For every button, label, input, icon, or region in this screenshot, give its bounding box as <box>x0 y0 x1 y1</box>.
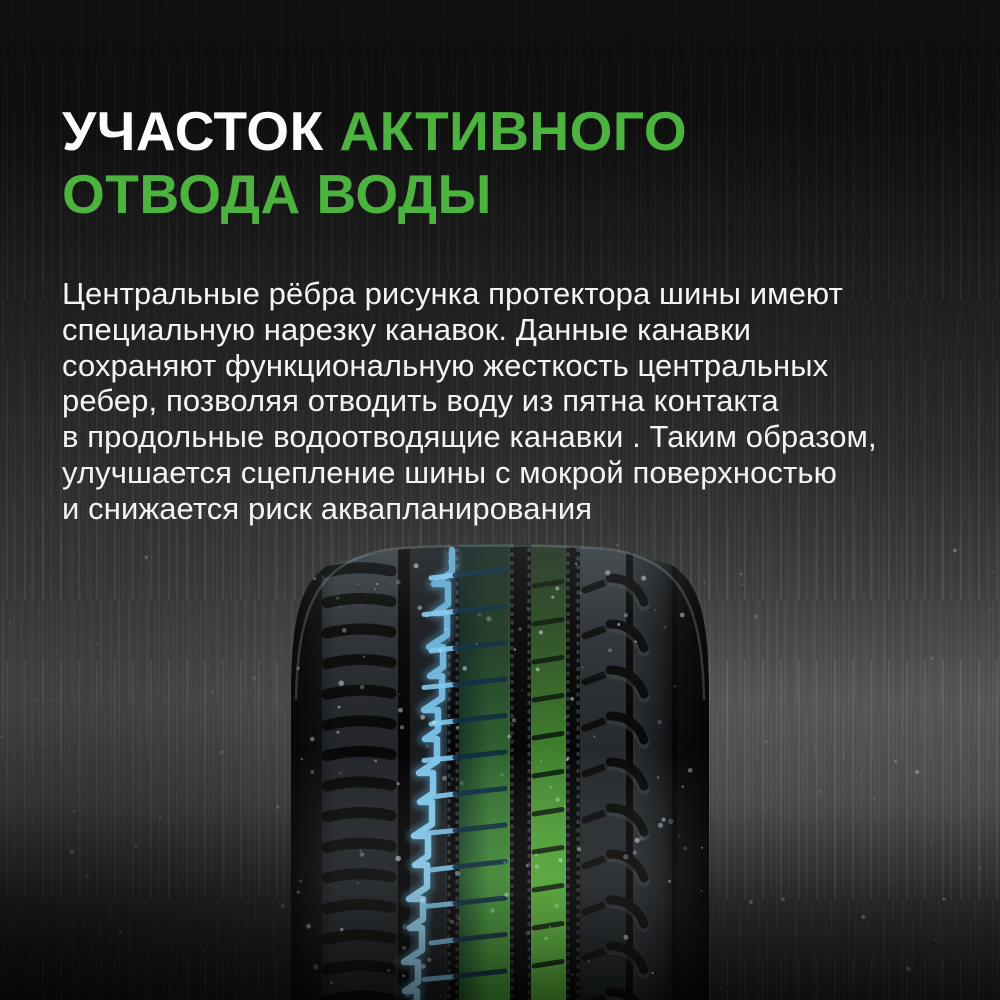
body-paragraph: Центральные рёбра рисунка протектора шины имеют специальную нарезку канавок. Данные канавки сохраняют функциональную жесткость центральных ребер, позволяя отводить воду из пятна контакта в продольные водоотводящие канавки . Таким образом, улучшается сцепление шины с мокрой поверхностью и снижается риск аквапланирования <box>62 276 877 526</box>
title-part-green: АКТИВНОГО ОТВОДА ВОДЫ <box>62 100 688 225</box>
title-part-white: УЧАСТОК <box>62 100 324 162</box>
